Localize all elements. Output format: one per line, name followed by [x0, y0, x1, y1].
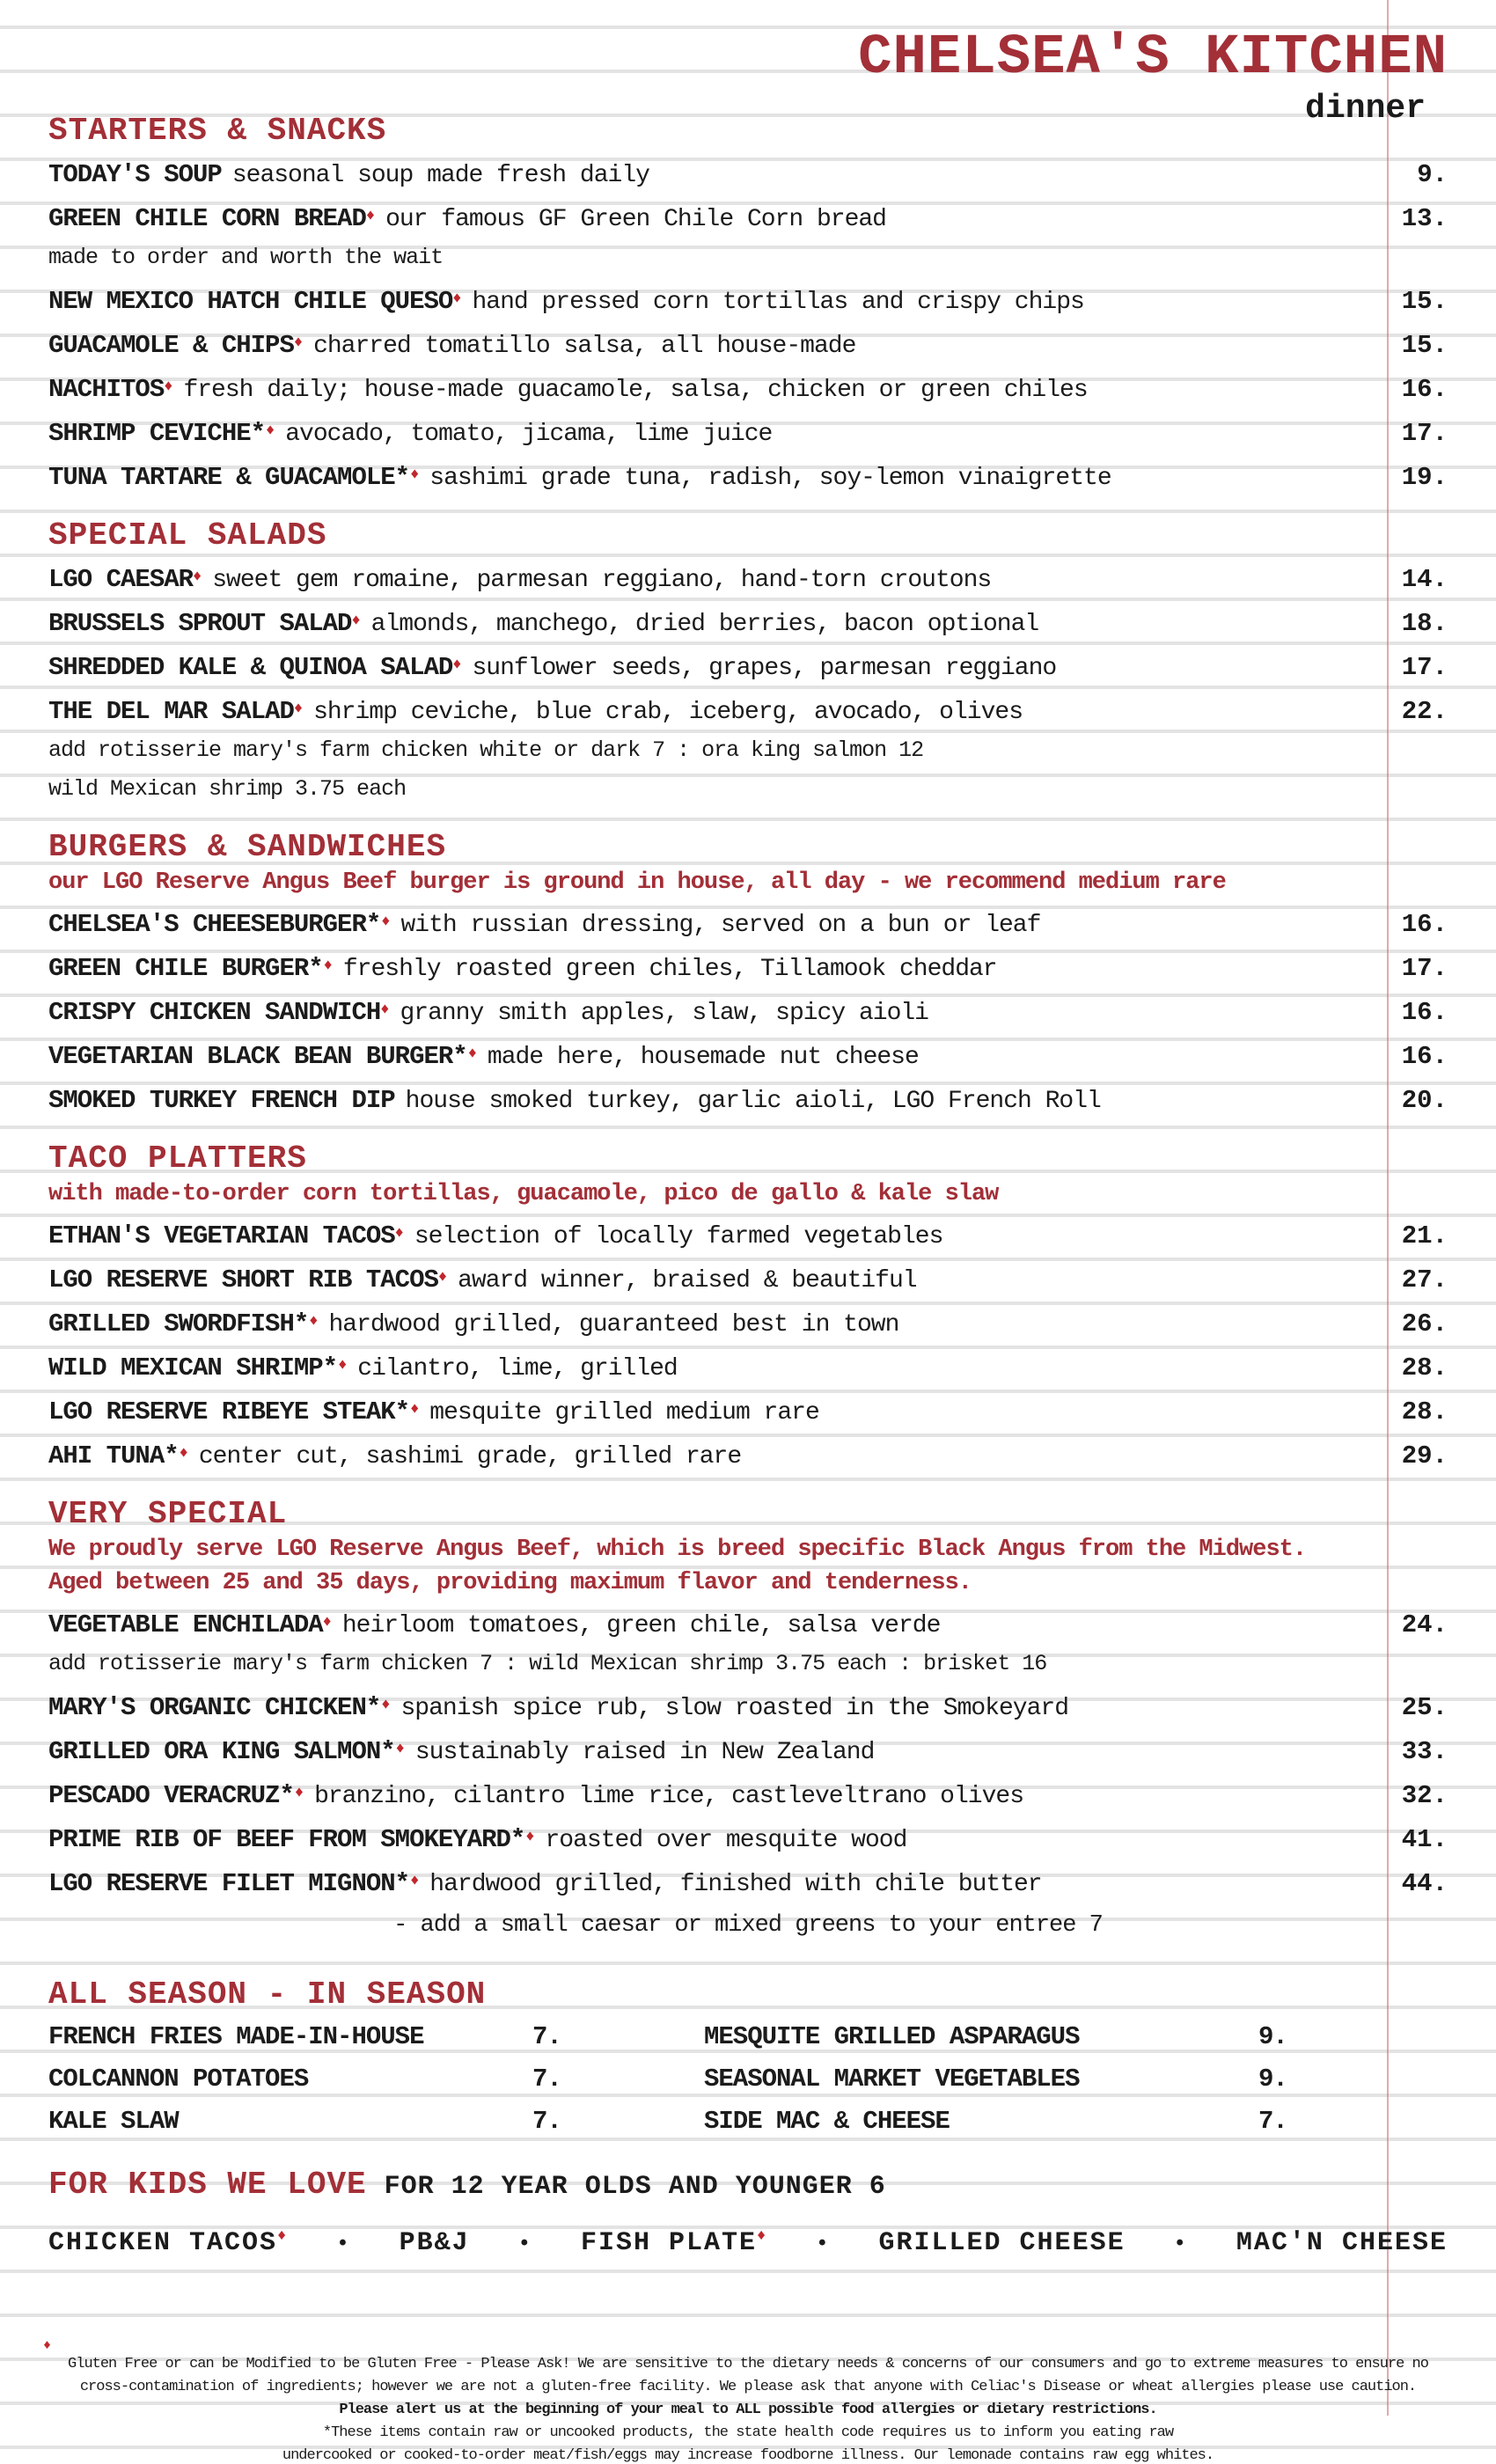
section-title: SPECIAL SALADS — [48, 517, 327, 554]
menu-item — [48, 1431, 1448, 1475]
section-title: STARTERS & SNACKS — [48, 113, 387, 149]
raw-asterisk: * — [365, 1693, 382, 1722]
menu-item — [48, 1859, 1448, 1903]
menu-item — [48, 452, 1448, 496]
item-main — [48, 1825, 1374, 1854]
item-main — [48, 160, 1374, 189]
item-name: VEGETARIAN BLACK BEAN BURGER — [48, 1042, 453, 1071]
kids-item — [581, 2228, 767, 2258]
menu-item — [48, 1387, 1448, 1431]
footnote-line: Please alert us at the beginning of your meal to ALL possible food allergies or dietary restrictions. — [339, 2402, 1157, 2418]
item-name: CRISPY CHICKEN SANDWICH — [48, 998, 381, 1027]
section-note: our LGO Reserve Angus Beef burger is ground in house, all day - we recommend medium rare — [48, 869, 1226, 896]
menu-item — [48, 194, 1448, 238]
raw-asterisk: * — [452, 1042, 468, 1071]
item-main — [48, 375, 1374, 404]
gluten-free-diamond-icon: ♦ — [294, 1785, 304, 1802]
menu-item — [48, 1255, 1448, 1299]
item-description: with russian dressing, served on a bun or leaf — [400, 912, 1041, 939]
item-name: WILD MEXICAN SHRIMP — [48, 1353, 323, 1382]
menu-item — [48, 276, 1448, 320]
side-row — [48, 2013, 1448, 2056]
menu-item — [48, 554, 1448, 598]
item-name: NEW MEXICO HATCH CHILE QUESO — [48, 287, 453, 316]
menu-item — [48, 686, 1448, 730]
raw-asterisk: * — [279, 1781, 295, 1810]
gluten-free-diamond-icon: ♦ — [338, 1357, 348, 1375]
menu-item — [48, 408, 1448, 452]
raw-asterisk: * — [394, 1397, 411, 1426]
meal-label: dinner — [1305, 90, 1426, 128]
menu-item — [48, 987, 1448, 1031]
item-main — [48, 1441, 1374, 1470]
side-item-name: KALE SLAW — [48, 2107, 179, 2136]
menu-item — [48, 598, 1448, 642]
gluten-free-diamond-icon: ♦ — [380, 1001, 390, 1019]
item-price: 32. — [1401, 1781, 1448, 1810]
item-description: award winner, braised & beautiful — [458, 1267, 917, 1294]
section-all-season — [48, 1976, 1448, 2140]
side-item-name: FRENCH FRIES MADE-IN-HOUSE — [48, 2022, 424, 2051]
side-row — [48, 2098, 1448, 2140]
gluten-free-diamond-icon: ♦ — [381, 913, 391, 931]
item-name: LGO RESERVE SHORT RIB TACOS — [48, 1265, 438, 1294]
menu-item — [48, 899, 1448, 943]
entree-add-on-note: - add a small caesar or mixed greens to your entree 7 — [393, 1912, 1103, 1939]
gluten-free-diamond-icon: ♦ — [525, 1829, 535, 1846]
item-main — [48, 1221, 1374, 1250]
side-row — [48, 2056, 1448, 2098]
item-name: SHRIMP CEVICHE — [48, 419, 251, 448]
menu-item — [48, 150, 1448, 194]
menu-item — [48, 1299, 1448, 1343]
item-main — [48, 954, 1374, 983]
item-name: GREEN CHILE CORN BREAD — [48, 204, 366, 233]
item-price: 17. — [1401, 653, 1448, 682]
item-name: PESCADO VERACRUZ — [48, 1781, 280, 1810]
item-description: sustainably raised in New Zealand — [414, 1739, 875, 1766]
item-name: SHREDDED KALE & QUINOA SALAD — [48, 653, 453, 682]
item-main — [48, 419, 1374, 448]
kids-header — [48, 2167, 1448, 2204]
gluten-free-diamond-icon: ♦ — [395, 1741, 405, 1758]
item-main — [48, 653, 1374, 682]
gluten-free-diamond-icon: ♦ — [293, 700, 304, 718]
item-description: hardwood grilled, finished with chile butter — [429, 1871, 1042, 1898]
item-name: VEGETABLE ENCHILADA — [48, 1610, 323, 1639]
gluten-free-diamond-icon: ♦ — [293, 334, 304, 352]
menu-item — [48, 1600, 1448, 1644]
gluten-free-diamond-icon: ♦ — [467, 1045, 477, 1063]
raw-asterisk: * — [510, 1825, 526, 1854]
item-name: NACHITOS — [48, 375, 165, 404]
kids-item-label: FISH PLATE — [580, 2228, 757, 2258]
menu-body — [48, 0, 1448, 2258]
section-very-special — [48, 1496, 1448, 1945]
kids-item-label: MAC'N CHEESE — [1236, 2228, 1448, 2258]
item-name: GRILLED ORA KING SALMON — [48, 1737, 381, 1766]
item-description: sunflower seeds, grapes, parmesan reggiano — [472, 655, 1057, 682]
item-price: 33. — [1401, 1737, 1448, 1766]
gluten-free-diamond-icon: ♦ — [756, 2228, 768, 2245]
item-main — [48, 910, 1374, 939]
side-item-price: 7. — [532, 2107, 561, 2136]
bullet-separator: • — [816, 2233, 831, 2256]
kids-items-row — [48, 2228, 1448, 2258]
item-price: 9. — [1417, 160, 1448, 189]
item-main — [48, 463, 1374, 492]
item-description: shrimp ceviche, blue crab, iceberg, avocado, olives — [313, 699, 1023, 726]
item-price: 15. — [1401, 331, 1448, 360]
side-item-price: 9. — [1258, 2022, 1287, 2051]
menu-item — [48, 1815, 1448, 1859]
menu-item — [48, 1727, 1448, 1771]
gluten-free-diamond-icon: ♦ — [381, 1697, 391, 1714]
item-description: made here, housemade nut cheese — [487, 1044, 919, 1071]
item-subnote: add rotisserie mary's farm chicken 7 : wild Mexican shrimp 3.75 each : brisket 16 — [48, 1651, 1047, 1676]
menu-item — [48, 943, 1448, 987]
section-starters — [48, 113, 1448, 496]
item-description: our famous GF Green Chile Corn bread — [385, 206, 886, 233]
gluten-free-diamond-icon: ♦ — [179, 1445, 188, 1463]
menu-item — [48, 1683, 1448, 1727]
section-title: VERY SPECIAL — [48, 1496, 288, 1532]
item-main — [48, 1042, 1374, 1071]
menu-item — [48, 1031, 1448, 1075]
item-description: seasonal soup made fresh daily — [231, 162, 649, 189]
item-main — [48, 1265, 1374, 1294]
menu-item — [48, 1211, 1448, 1255]
item-name: AHI TUNA — [48, 1441, 165, 1470]
item-name: GRILLED SWORDFISH — [48, 1309, 294, 1338]
gluten-free-diamond-icon: ♦ — [365, 208, 376, 225]
menu-item — [48, 642, 1448, 686]
item-description: center cut, sashimi grade, grilled rare — [198, 1443, 742, 1470]
gluten-free-diamond-icon: ♦ — [43, 2338, 52, 2353]
bullet-separator: • — [336, 2233, 351, 2256]
item-price: 21. — [1401, 1221, 1448, 1250]
raw-asterisk: * — [250, 419, 267, 448]
gluten-free-diamond-icon: ♦ — [452, 290, 462, 308]
section-title: ALL SEASON - IN SEASON — [48, 1976, 487, 2013]
side-item-name: MESQUITE GRILLED ASPARAGUS — [704, 2022, 1080, 2051]
item-description: avocado, tomato, jicama, lime juice — [285, 421, 773, 448]
item-name: LGO CAESAR — [48, 565, 194, 594]
section-burgers — [48, 829, 1448, 1119]
item-price: 15. — [1401, 287, 1448, 316]
gluten-free-diamond-icon: ♦ — [193, 568, 202, 586]
footnote-line: *These items contain raw or uncooked products, the state health code requires us to inform you eating raw — [322, 2424, 1174, 2441]
item-price: 17. — [1401, 954, 1448, 983]
section-note: with made-to-order corn tortillas, guacamole, pico de gallo & kale slaw — [48, 1181, 999, 1207]
item-main — [48, 1309, 1374, 1338]
gluten-free-diamond-icon: ♦ — [452, 656, 462, 674]
raw-asterisk: * — [164, 1441, 180, 1470]
raw-asterisk: * — [322, 1353, 339, 1382]
item-name: BRUSSELS SPROUT SALAD — [48, 609, 352, 638]
footnote-line: undercooked or cooked-to-order meat/fish/eggs may increase foodborne illness. Our lemonade contains raw egg whites. — [282, 2447, 1214, 2464]
item-main — [48, 1610, 1374, 1639]
gluten-free-diamond-icon: ♦ — [410, 1873, 420, 1890]
item-price: 26. — [1401, 1309, 1448, 1338]
item-description: hardwood grilled, guaranteed best in town — [328, 1311, 899, 1338]
item-price: 14. — [1401, 565, 1448, 594]
item-price: 25. — [1401, 1693, 1448, 1722]
side-item-name: COLCANNON POTATOES — [48, 2064, 309, 2094]
item-price: 13. — [1401, 204, 1448, 233]
section-note: Aged between 25 and 35 days, providing maximum flavor and tenderness. — [48, 1570, 972, 1596]
item-description: mesquite grilled medium rare — [429, 1399, 819, 1426]
item-price: 27. — [1401, 1265, 1448, 1294]
footnote-line: cross-contamination of ingredients; however we are not a gluten-free facility. We please ask that anyone with Celiac's Disease or wheat allergies please use caution. — [79, 2379, 1417, 2395]
item-description: spanish spice rub, slow roasted in the Smokeyard — [400, 1695, 1069, 1722]
item-price: 18. — [1401, 609, 1448, 638]
section-tacos — [48, 1140, 1448, 1475]
item-name: THE DEL MAR SALAD — [48, 697, 294, 726]
gluten-free-diamond-icon: ♦ — [164, 378, 173, 396]
item-description: branzino, cilantro lime rice, castleveltrano olives — [314, 1783, 1024, 1810]
item-description: charred tomatillo salsa, all house-made — [313, 333, 856, 360]
item-subnote: add rotisserie mary's farm chicken white or dark 7 : ora king salmon 12 — [48, 737, 924, 763]
raw-asterisk: * — [394, 1869, 411, 1898]
item-description: house smoked turkey, garlic aioli, LGO French Roll — [405, 1088, 1101, 1115]
section-kids — [48, 2167, 1448, 2258]
bullet-separator: • — [1173, 2233, 1188, 2256]
item-price: 22. — [1401, 697, 1448, 726]
item-description: cilantro, lime, grilled — [357, 1355, 678, 1382]
raw-asterisk: * — [394, 463, 411, 492]
item-description: selection of locally farmed vegetables — [414, 1223, 943, 1250]
item-main — [48, 331, 1374, 360]
menu-item — [48, 1771, 1448, 1815]
item-description: roasted over mesquite wood — [545, 1827, 907, 1854]
item-name: PRIME RIB OF BEEF FROM SMOKEYARD — [48, 1825, 510, 1854]
section-salads — [48, 517, 1448, 808]
item-price: 20. — [1401, 1086, 1448, 1115]
item-main — [48, 565, 1374, 594]
menu-item — [48, 364, 1448, 408]
bullet-separator: • — [517, 2233, 532, 2256]
item-description: granny smith apples, slaw, spicy aioli — [400, 1000, 928, 1027]
gluten-free-diamond-icon: ♦ — [277, 2228, 289, 2245]
item-name: ETHAN'S VEGETARIAN TACOS — [48, 1221, 395, 1250]
section-title: TACO PLATTERS — [48, 1140, 307, 1177]
footnotes — [43, 2338, 1448, 2464]
kids-item — [1236, 2228, 1448, 2258]
gluten-free-diamond-icon: ♦ — [394, 1225, 404, 1243]
item-price: 16. — [1401, 375, 1448, 404]
item-description: hand pressed corn tortillas and crispy chips — [472, 289, 1084, 316]
raw-asterisk: * — [308, 954, 324, 983]
item-price: 24. — [1401, 1610, 1448, 1639]
gluten-free-diamond-icon: ♦ — [323, 957, 333, 975]
item-price: 41. — [1401, 1825, 1448, 1854]
item-name: LGO RESERVE RIBEYE STEAK — [48, 1397, 395, 1426]
menu-item — [48, 1075, 1448, 1119]
item-main — [48, 1737, 1374, 1766]
item-main — [48, 287, 1374, 316]
section-title: BURGERS & SANDWICHES — [48, 829, 447, 865]
item-price: 16. — [1401, 998, 1448, 1027]
item-price: 16. — [1401, 1042, 1448, 1071]
item-subnote: made to order and worth the wait — [48, 245, 444, 270]
item-name: SMOKED TURKEY FRENCH DIP — [48, 1086, 395, 1115]
item-price: 19. — [1401, 463, 1448, 492]
item-main — [48, 1397, 1374, 1426]
item-name: LGO RESERVE FILET MIGNON — [48, 1869, 395, 1898]
raw-asterisk: * — [380, 1737, 396, 1766]
menu-item — [48, 320, 1448, 364]
item-main — [48, 1086, 1374, 1115]
item-price: 28. — [1401, 1397, 1448, 1426]
section-note: We proudly serve LGO Reserve Angus Beef, which is breed specific Black Angus from the Midwest. — [48, 1536, 1307, 1563]
kids-item — [48, 2228, 288, 2258]
section-title: FOR KIDS WE LOVE — [48, 2167, 367, 2203]
item-main — [48, 204, 1374, 233]
gluten-free-diamond-icon: ♦ — [410, 1401, 420, 1419]
item-main — [48, 1353, 1374, 1382]
item-price: 28. — [1401, 1353, 1448, 1382]
item-name: CHELSEA'S CHEESEBURGER — [48, 910, 366, 939]
raw-asterisk: * — [293, 1309, 310, 1338]
item-name: TODAY'S SOUP — [48, 160, 222, 189]
kids-age-note: FOR 12 YEAR OLDS AND YOUNGER 6 — [384, 2172, 886, 2202]
item-price: 29. — [1401, 1441, 1448, 1470]
item-price: 17. — [1401, 419, 1448, 448]
gluten-free-diamond-icon: ♦ — [309, 1313, 319, 1331]
item-main — [48, 1781, 1374, 1810]
item-description: almonds, manchego, dried berries, bacon optional — [370, 611, 1039, 638]
side-item-price: 7. — [1258, 2107, 1287, 2136]
kids-item-label: CHICKEN TACOS — [48, 2228, 278, 2258]
item-description: sweet gem romaine, parmesan reggiano, hand-torn croutons — [212, 567, 992, 594]
item-main — [48, 1693, 1374, 1722]
side-item-price: 9. — [1258, 2064, 1287, 2094]
gluten-free-diamond-icon: ♦ — [266, 422, 275, 440]
kids-item-label: PB&J — [399, 2228, 470, 2258]
side-item-name: SIDE MAC & CHEESE — [704, 2107, 950, 2136]
item-main — [48, 609, 1374, 638]
gluten-free-diamond-icon: ♦ — [410, 466, 420, 484]
footnote-line: Gluten Free or can be Modified to be Gluten Free - Please Ask! We are sensitive to the dietary needs & concerns of our consumers and go to extreme measures to ensure no — [68, 2356, 1428, 2372]
raw-asterisk: * — [365, 910, 382, 939]
item-description: fresh daily; house-made guacamole, salsa, chicken or green chiles — [183, 377, 1088, 404]
item-main — [48, 697, 1374, 726]
item-name: GREEN CHILE BURGER — [48, 954, 309, 983]
item-price: 16. — [1401, 910, 1448, 939]
gluten-free-diamond-icon: ♦ — [351, 612, 361, 630]
item-main — [48, 1869, 1374, 1898]
item-main — [48, 998, 1374, 1027]
kids-item-label: GRILLED CHEESE — [878, 2228, 1126, 2258]
side-item-price: 7. — [532, 2022, 561, 2051]
item-name: TUNA TARTARE & GUACAMOLE — [48, 463, 395, 492]
item-name: GUACAMOLE & CHIPS — [48, 331, 294, 360]
gluten-free-diamond-icon: ♦ — [322, 1614, 332, 1632]
item-subnote: wild Mexican shrimp 3.75 each — [48, 776, 407, 802]
item-description: freshly roasted green chiles, Tillamook cheddar — [342, 956, 997, 983]
menu-item — [48, 1343, 1448, 1387]
side-item-price: 7. — [532, 2064, 561, 2094]
page-title: CHELSEA'S KITCHEN — [858, 26, 1448, 90]
item-name: MARY'S ORGANIC CHICKEN — [48, 1693, 366, 1722]
item-description: sashimi grade tuna, radish, soy-lemon vinaigrette — [429, 465, 1111, 492]
gluten-free-diamond-icon: ♦ — [437, 1269, 448, 1287]
kids-item — [879, 2228, 1126, 2258]
kids-item — [400, 2228, 470, 2258]
side-item-name: SEASONAL MARKET VEGETABLES — [704, 2064, 1080, 2094]
item-description: heirloom tomatoes, green chile, salsa verde — [341, 1612, 941, 1639]
item-price: 44. — [1401, 1869, 1448, 1898]
